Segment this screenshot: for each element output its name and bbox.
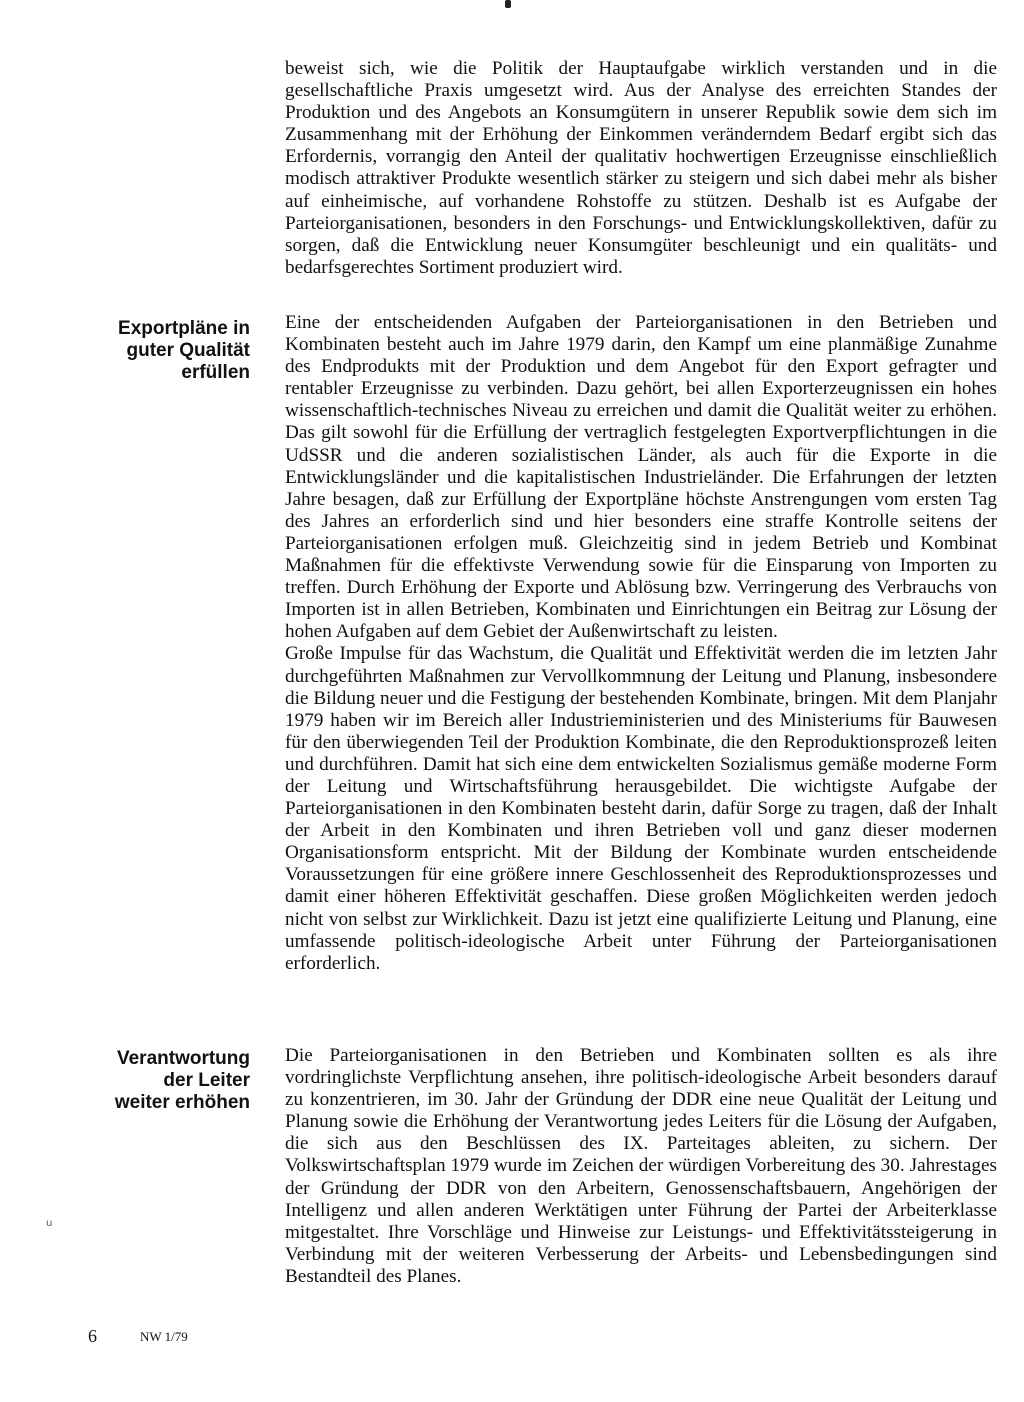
intro-paragraph — [285, 58, 997, 279]
section-heading-export — [70, 318, 250, 384]
heading-line: der Leiter — [163, 1070, 250, 1091]
issue-label: NW 1/79 — [140, 1329, 188, 1344]
heading-line: Exportpläne in — [118, 318, 250, 339]
heading-line: Verantwortung — [116, 1048, 250, 1069]
scan-mark — [505, 0, 511, 8]
stray-mark: u — [46, 1218, 53, 1229]
heading-line: guter Qualität — [126, 340, 250, 361]
section-body-export — [285, 312, 997, 975]
paragraph: Große Impulse für das Wachstum, die Qualität und Effektivität werden die im letzten Jahr durchgeführten Maßnahmen zur Vervollkommnung der Leitung und Planung, insbesondere die Bildung neuer und die Festigung der bestehenden Kombinate, bringen. Mit dem Planjahr 1979 haben wir im Bereich aller Industrieministerien und des Ministeriums für Bauwesen für den überwiegenden Teil der Produktion Kombinate, die den Reproduktionsprozeß leiten und durchführen. Damit hat sich eine dem entwickelten Sozialismus gemäße moderne Form der Leitung und Wirtschaftsführung herausgebildet. Die wichtigste Aufgabe der Parteiorganisationen in den Kombinaten besteht darin, dafür Sorge zu tragen, daß der Inhalt der Arbeit in den Kombinaten und ihren Betrieben voll und ganz dieser modernen Organisationsform entspricht. Mit der Bildung der Kombinate wurden entscheidende Voraussetzungen für eine größere innere Geschlossenheit des Reproduktionsprozesses und damit einer höheren Effektivität geschaffen. Diese großen Möglichkeiten werden jedoch nicht von selbst zur Wirklichkeit. Dazu ist jetzt eine qualifizierte Leitung und Planung, eine umfassende politisch-ideologische Arbeit unter Führung der Parteiorganisationen erforderlich. — [285, 643, 997, 974]
section-body-responsibility — [285, 1045, 997, 1288]
heading-line: erfüllen — [181, 362, 250, 383]
section-heading-responsibility — [70, 1048, 250, 1114]
page-number: 6 — [88, 1326, 97, 1346]
heading-line: weiter erhöhen — [114, 1092, 250, 1113]
paragraph: beweist sich, wie die Politik der Hauptaufgabe wirklich verstanden und in die gesellschaftliche Praxis umgesetzt wird. Aus der Analyse des erreichten Standes der Produktion und des Angebots an Konsumgütern in unserer Republik sowie dem sich im Zusammenhang mit der Erhöhung der Einkommen veränderndem Bedarf ergibt sich das Erfordernis, vorrangig den Anteil der qualitativ hochwertigen Erzeugnisse einschließlich modisch attraktiver Produkte wesentlich stärker zu steigern und sich dabei mehr als bisher auf einheimische, auf vorhandene Rohstoffe zu stützen. Deshalb ist es Aufgabe der Parteiorganisationen, besonders in den Forschungs- und Entwicklungskollektiven, dafür zu sorgen, daß die Entwicklung neuer Konsumgüter beschleunigt und ein qualitäts- und bedarfsgerechtes Sortiment produziert wird. — [285, 58, 997, 278]
paragraph: Die Parteiorganisationen in den Betrieben und Kombinaten sollten es als ihre vordringlichste Verpflichtung ansehen, ihre politisch-ideologische Arbeit besonders darauf zu konzentrieren, im 30. Jahr der Gründung der DDR eine neue Qualität der Leitung und Planung sowie die Erhöhung der Verantwortung jedes Leiters für die Lösung der Aufgaben, die sich aus den Beschlüssen des IX. Parteitages ableiten, zu sichern. Der Volkswirtschaftsplan 1979 wurde im Zeichen der würdigen Vorbereitung des 30. Jahrestages der Gründung der DDR von den Arbeitern, Genossenschaftsbauern, Angehörigen der Intelligenz und allen anderen Werktätigen unter Führung der Partei der Arbeiterklasse mitgestaltet. Ihre Vorschläge und Hinweise zur Leistungs- und Effektivitätssteigerung in Verbindung mit der weiteren Verbesserung der Arbeits- und Lebensbedingungen sind Bestandteil des Planes. — [285, 1045, 997, 1287]
paragraph: Eine der entscheidenden Aufgaben der Parteiorganisationen in den Betrieben und Kombinaten besteht auch im Jahre 1979 darin, den Kampf um eine planmäßige Zunahme des Endprodukts mit der Produktion und dem Angebot für den Export gefragter und rentabler Erzeugnisse zu verbinden. Dazu gehört, bei allen Exporterzeugnissen ein hohes wissenschaftlich-technisches Niveau zu erreichen und damit die Qualität weiter zu erhöhen. Das gilt sowohl für die Erfüllung der vertraglich festgelegten Exportverpflichtungen in die UdSSR und die anderen sozialistischen Länder, als auch für die Exporte in die Entwicklungsländer und die kapitalistischen Industrieländer. Die Erfahrungen der letzten Jahre besagen, daß zur Erfüllung der Exportpläne höchste Anstrengungen vom ersten Tag des Jahres an erforderlich sind und hier besonders eine straffe Kontrolle seitens der Parteiorganisationen erfolgen muß. Gleichzeitig sind in jedem Betrieb und Kombinat Maßnahmen für die effektivste Verwendung sowie für die Einsparung von Importen zu treffen. Durch Erhöhung der Exporte und Ablösung bzw. Verringerung des Verbrauchs von Importen ist in allen Betrieben, Kombinaten und Einrichtungen ein Beitrag zur Lösung der hohen Aufgaben auf dem Gebiet der Außenwirtschaft zu leisten. — [285, 312, 997, 643]
